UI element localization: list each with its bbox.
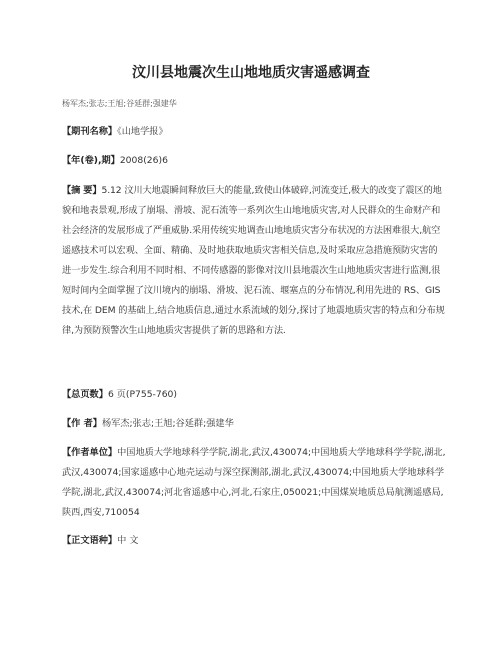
issue-value: 2008(26)6 [119, 155, 168, 166]
author-value: 杨军杰;张志;王旭;谷延群;强建华 [101, 418, 234, 429]
affiliation-row [62, 443, 446, 523]
author-label: 【作 者】 [62, 418, 102, 429]
author-line: 杨军杰;张志;王旭;谷延群;强建华 [62, 99, 177, 108]
journal-value: 《山地学报》 [117, 126, 168, 137]
affiliation-label: 【作者单位】 [62, 447, 118, 458]
abstract-label: 【摘 要】 [62, 185, 102, 196]
abstract-value: 5.12 汶川大地震瞬间释放巨大的能量,致使山体破碎,河流变迁,极大的改变了震区的地貌和地表景观,形成了崩塌、滑坡、泥石流等一系列次生山地地质灾害,对人民群众的生命财产和社会经济的发展形成了严重威胁.采用传统实地调查山地地质灾害分布状况的方法困难很大,航空遥感技术可以宏观、全面、精确、及时地获取地质灾害相关信息,及时采取应急措施预防灾害的进一步发生.综合利用不同时相、不同传感器的影像对汶川县地震次生山地地质灾害进行监测,很短时间内全面掌握了汶川境内的崩塌、滑坡、泥石流、堰塞点的分布情况,利用先进的 RS、GIS 技术,在 DEM 的基础上,结合地质信息,通过水系流域的划分,探讨了地震地质灾害的特点和分布规律,为预防预警次生山地地质灾害提供了新的思路和方法. [62, 185, 445, 336]
author-row [62, 414, 446, 434]
journal-label: 【期刊名称】 [62, 126, 118, 137]
pages-row [62, 385, 446, 405]
pages-value: 6 页(P755-760) [107, 389, 177, 400]
abstract-row [62, 181, 446, 341]
language-row [62, 531, 446, 551]
affiliation-value: 中国地质大学地球科学学院,湖北,武汉,430074;中国地质大学地球科学学院,湖北,武汉,430074;国家遥感中心地壳运动与深空探测部,湖北,武汉,430074;中国地质大学地球科学学院,湖北,武汉,430074;河北省遥感中心,河北,石家庄,050021;中国煤炭地质总局航测遥感局,陕西,西安,710054 [62, 447, 446, 518]
issue-label: 【年(卷),期】 [62, 155, 120, 166]
journal-row [62, 122, 446, 142]
issue-row [62, 151, 446, 171]
language-value: 中 文 [117, 535, 139, 546]
paper-title: 汶川县地震次生山地地质灾害遥感调查 [132, 65, 370, 81]
pages-label: 【总页数】 [62, 389, 108, 400]
language-label: 【正文语种】 [62, 535, 118, 546]
